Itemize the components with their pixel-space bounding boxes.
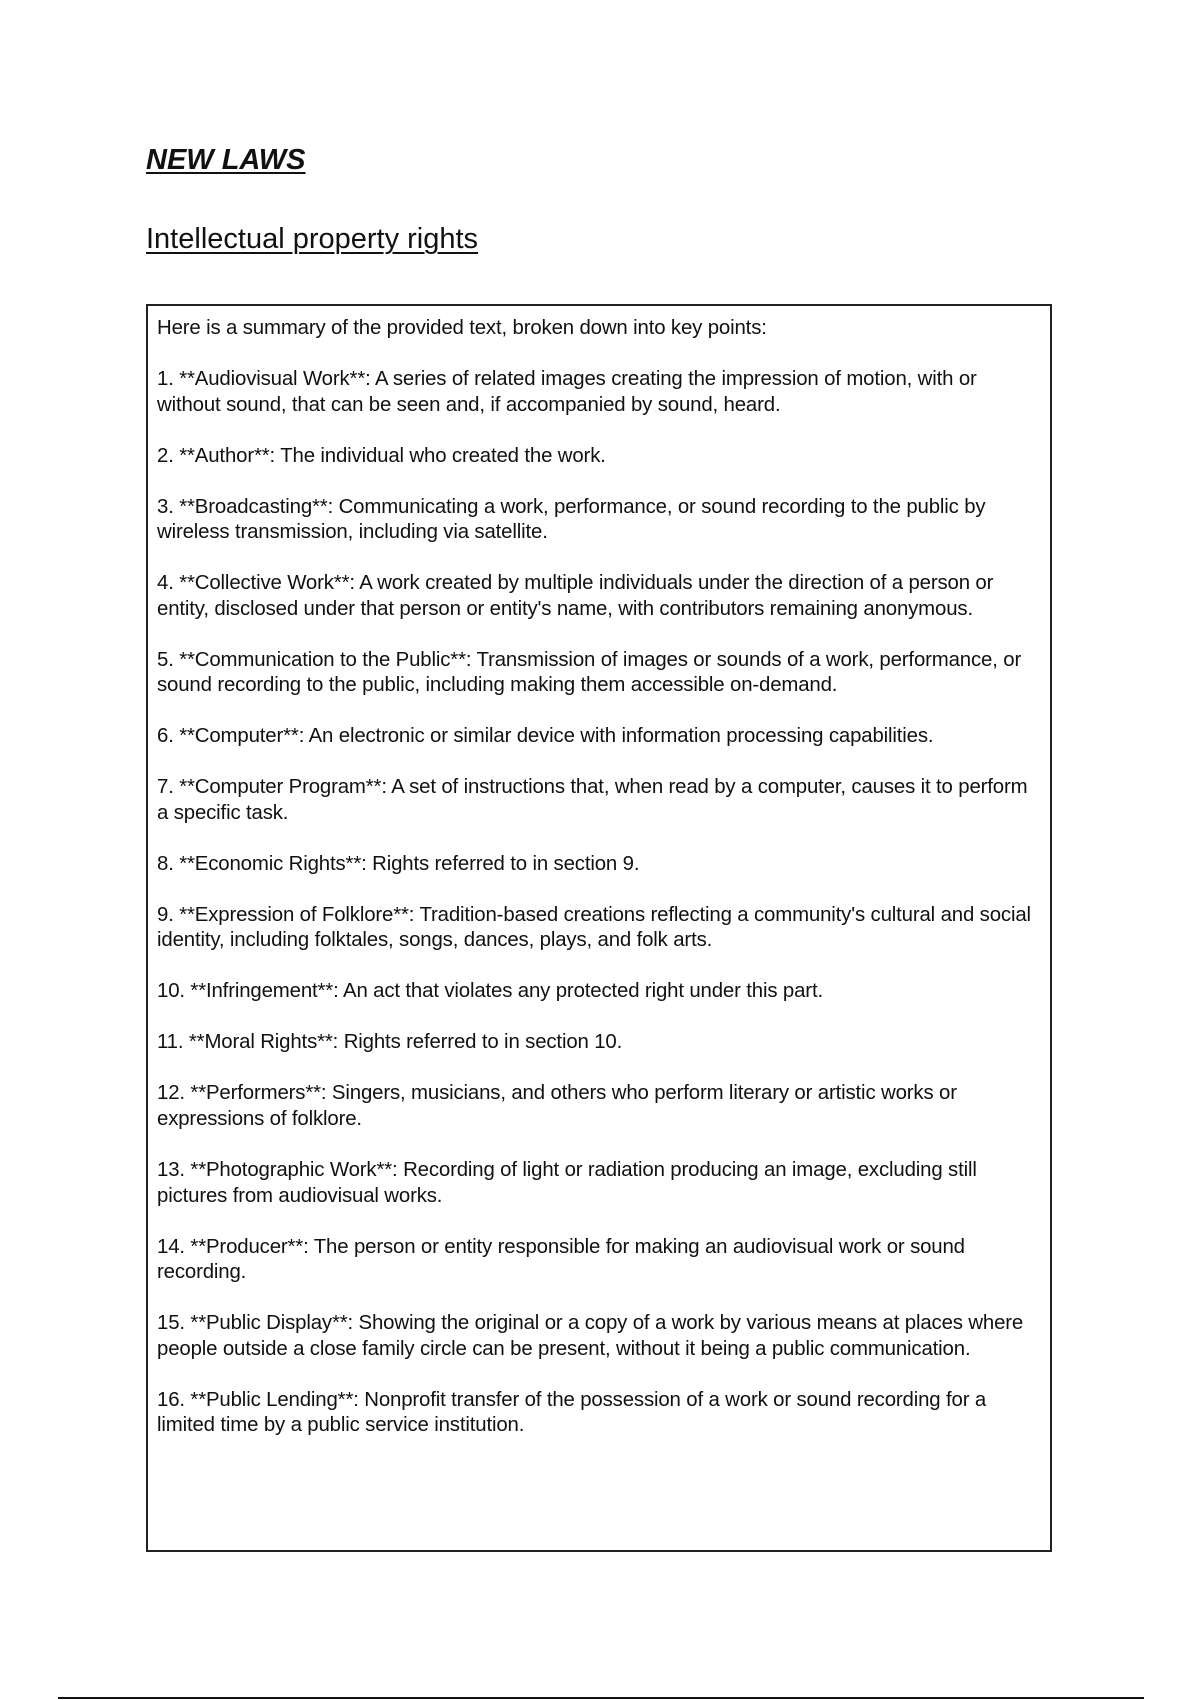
summary-item-public-lending: 16. **Public Lending**: Nonprofit transfer of the possession of a work or sound recording for a limited time by a public service institution. xyxy=(157,1388,987,1437)
footer-divider xyxy=(58,1697,1144,1699)
summary-intro: Here is a summary of the provided text, broken down into key points: xyxy=(157,317,767,339)
summary-item-communication-to-public: 5. **Communication to the Public**: Transmission of images or sounds of a work, performance, or sound recording to the public, including making them accessible on-demand. xyxy=(157,648,1022,697)
summary-item-economic-rights: 8. **Economic Rights**: Rights referred to in section 9. xyxy=(157,852,640,875)
summary-item-computer-program: 7. **Computer Program**: A set of instructions that, when read by a computer, causes it to perform a specific task. xyxy=(157,776,1028,824)
summary-item-broadcasting: 3. **Broadcasting**: Communicating a work, performance, or sound recording to the public by wireless transmission, including via satellite. xyxy=(157,495,986,544)
summary-item-producer: 14. **Producer**: The person or entity responsible for making an audiovisual work or sound recording. xyxy=(157,1235,965,1284)
summary-item-expression-of-folklore: 9. **Expression of Folklore**: Tradition-based creations reflecting a community's cultural and social identity, including folktales, songs, dances, plays, and folk arts. xyxy=(157,903,1031,952)
summary-item-author: 2. **Author**: The individual who created the work. xyxy=(157,444,606,467)
summary-item-infringement: 10. **Infringement**: An act that violates any protected right under this part. xyxy=(157,980,823,1003)
summary-item-audiovisual-work: 1. **Audiovisual Work**: A series of related images creating the impression of motion, with or without sound, that can be seen and, if accompanied by sound, heard. xyxy=(157,367,977,416)
summary-item-photographic-work: 13. **Photographic Work**: Recording of light or radiation producing an image, excluding still pictures from audiovisual works. xyxy=(157,1158,977,1207)
summary-box xyxy=(146,304,1052,1552)
page-title: NEW LAWS xyxy=(146,144,306,176)
summary-item-computer: 6. **Computer**: An electronic or similar device with information processing capabilities. xyxy=(157,725,934,748)
summary-item-moral-rights: 11. **Moral Rights**: Rights referred to in section 10. xyxy=(157,1031,623,1054)
section-heading: Intellectual property rights xyxy=(146,223,479,255)
summary-item-performers: 12. **Performers**: Singers, musicians, and others who perform literary or artistic works or expressions of folklore. xyxy=(157,1082,957,1130)
summary-item-collective-work: 4. **Collective Work**: A work created by multiple individuals under the direction of a person or entity, disclosed under that person or entity's name, with contributors remaining anonymous. xyxy=(157,572,994,620)
summary-item-public-display: 15. **Public Display**: Showing the original or a copy of a work by various means at places where people outside a close family circle can be present, without it being a public communication. xyxy=(157,1312,1024,1360)
